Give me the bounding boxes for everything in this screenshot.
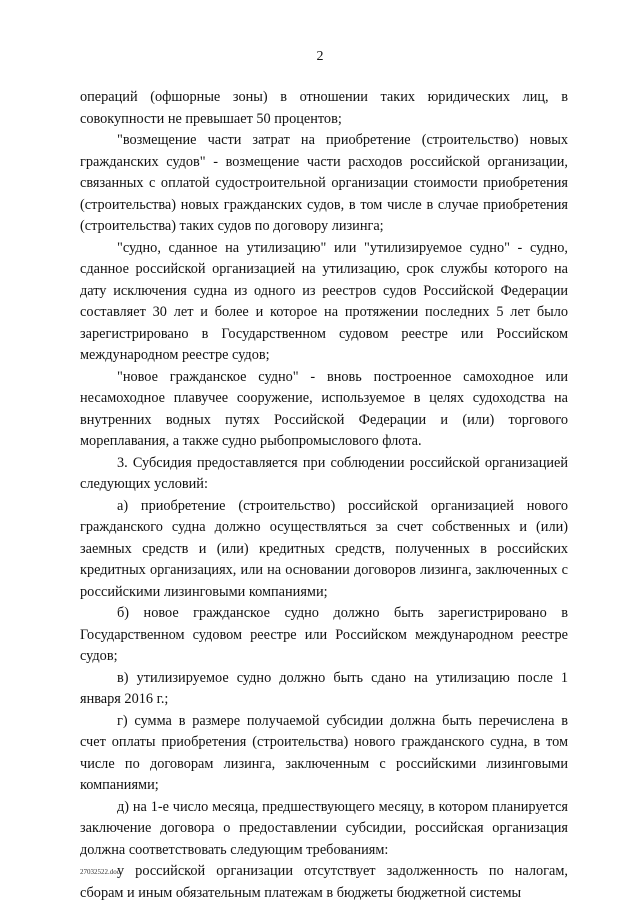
paragraph-condition-v: в) утилизируемое судно должно быть сдано на утилизацию после 1 января 2016 г.; [80,669,568,707]
paragraph-definition-new-vessel: "новое гражданское судно" - вновь построенное самоходное или несамоходное плавучее сооружение, используемое в целях судоходства на внутренних водных путях Российской Федерации и (или) торгового мореплавания, а также судно рыбопромыслового флота. [80,368,568,449]
document-body [80,87,568,904]
paragraph-condition-b: б) новое гражданское судно должно быть зарегистрировано в Государственном судовом реестре или Российском международном реестре судов; [80,605,568,664]
paragraph-condition-g: г) сумма в размере получаемой субсидии должна быть перечислена в счет оплаты приобретения (строительства) нового гражданского судна, в том числе по договорам лизинга, заключенным с российскими лизинговыми компаниями; [80,712,568,793]
paragraph-condition-d: д) на 1-е число месяца, предшествующего месяцу, в котором планируется заключение договора о предоставлении субсидии, российская организация должна соответствовать следующим требованиям: [80,798,568,858]
document-file-code: 27032522.doc [80,868,120,876]
paragraph-condition-a: а) приобретение (строительство) российской организацией нового гражданского судна должно осуществляться за счет собственных и (или) заемных средств и (или) кредитных средств, полученных в российских кредитных организациях, или на основании договоров лизинга, заключенных с российскими лизинговыми компаниями; [80,497,568,600]
paragraph-offshore-continuation: операций (офшорные зоны) в отношении таких юридических лиц, в совокупности не превышает 50 процентов; [80,89,568,127]
paragraph-clause-3: 3. Субсидия предоставляется при соблюдении российской организацией следующих условий: [80,454,568,492]
paragraph-definition-scrapped-vessel: "судно, сданное на утилизацию" или "утилизируемое судно" - судно, сданное российской организацией на утилизацию, срок службы которого на дату исключения судна из одного из реестров судов Российской Федерации составляет 30 лет и более и которое на протяжении последних 5 лет было зарегистрировано в Государственном судовом реестре или Российском международном реестре судов; [80,239,568,363]
page-number: 2 [316,49,324,64]
paragraph-definition-compensation: "возмещение части затрат на приобретение (строительство) новых гражданских судов" - возмещение части расходов российской организации, связанных с оплатой судостроительной организации стоимости приобретения (строительства) новых гражданских судов, в том числе в случае приобретения (строительства) таких судов по договору лизинга; [80,132,568,234]
paragraph-requirement-no-debt: у российской организации отсутствует задолженность по налогам, сборам и иным обязательным платежам в бюджеты бюджетной системы [80,863,568,901]
